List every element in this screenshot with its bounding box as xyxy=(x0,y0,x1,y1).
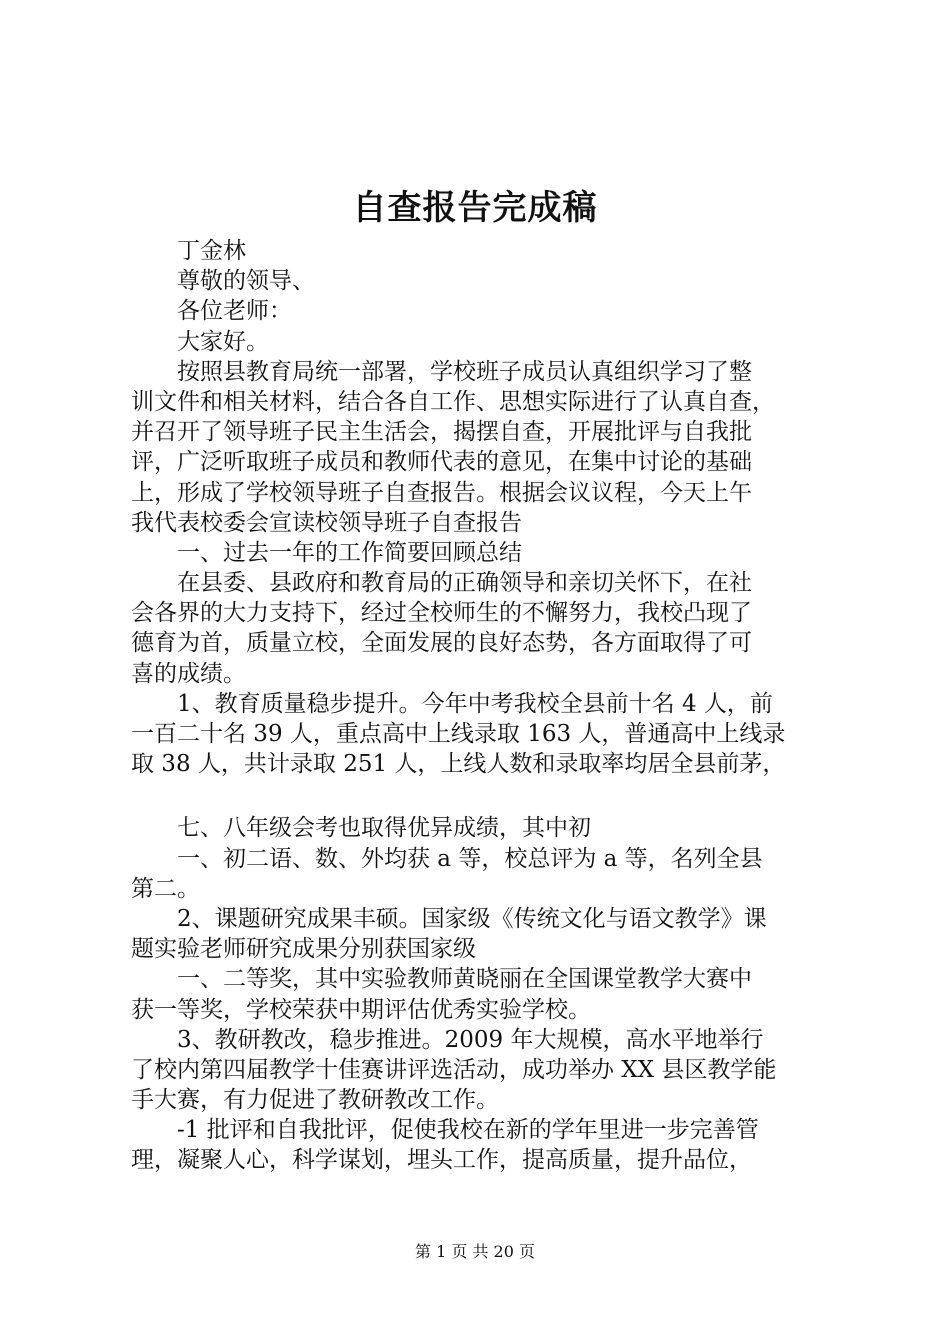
document-title: 自查报告完成稿 xyxy=(352,188,598,228)
body-line: 按照县教育局统一部署，学校班子成员认真组织学习了整 xyxy=(131,358,752,385)
body-line: 一、过去一年的工作简要回顾总结 xyxy=(131,539,522,566)
body-line: 在县委、县政府和教育局的正确领导和亲切关怀下，在社 xyxy=(131,570,752,597)
body-line: 尊敬的领导、 xyxy=(131,268,315,295)
body-line: 评，广泛听取班子成员和教师代表的意见，在集中讨论的基础 xyxy=(131,449,752,476)
body-line: 1、教育质量稳步提升。今年中考我校全县前十名 4 人，前 xyxy=(131,690,773,717)
body-line: 一、初二语、数、外均获 a 等，校总评为 a 等，名列全县 xyxy=(131,845,763,872)
body-line: 第二。 xyxy=(131,875,200,902)
body-line: 并召开了领导班子民主生活会，揭摆自查，开展批评与自我批 xyxy=(131,419,752,446)
body-line: 丁金林 xyxy=(131,238,246,264)
body-line: 了校内第四届教学十佳赛讲评选活动，成功举办 XX 县区教学能 xyxy=(131,1056,777,1083)
body-line: -1 批评和自我批评，促使我校在新的学年里进一步完善管 xyxy=(131,1117,759,1144)
body-line: 取 38 人，共计录取 251 人，上线人数和录取率均居全县前茅， xyxy=(131,751,786,778)
body-line: 一、二等奖，其中实验教师黄晓丽在全国课堂教学大赛中 xyxy=(131,966,752,993)
body-line: 题实验老师研究成果分别获国家级 xyxy=(131,936,476,963)
body-line: 2、课题研究成果丰硕。国家级《传统文化与语文教学》课 xyxy=(131,905,767,932)
body-line: 一百二十名 39 人，重点高中上线录取 163 人，普通高中上线录 xyxy=(131,721,786,747)
body-line: 会各界的大力支持下，经过全校师生的不懈努力，我校凸现了 xyxy=(131,600,752,627)
body-line: 喜的成绩。 xyxy=(131,660,246,687)
page-footer: 第 1 页 共 20 页 xyxy=(415,1242,535,1261)
body-line: 我代表校委会宣读校领导班子自查报告 xyxy=(131,509,522,536)
body-line: 各位老师： xyxy=(131,298,292,325)
body-line: 获一等奖，学校荣获中期评估优秀实验学校。 xyxy=(131,996,591,1023)
body-line: 理，凝聚人心，科学谋划，埋头工作，提高质量，提升品位， xyxy=(131,1147,752,1174)
body-line: 上，形成了学校领导班子自查报告。根据会议议程，今天上午 xyxy=(131,479,752,506)
body-line: 七、八年级会考也取得优异成绩，其中初 xyxy=(131,815,591,842)
body-line: 3、教研教改，稳步推进。2009 年大规模，高水平地举行 xyxy=(131,1026,764,1053)
body-line: 训文件和相关材料，结合各自工作、思想实际进行了认真自查， xyxy=(131,388,775,415)
document-body xyxy=(131,236,831,1176)
paragraph-gap xyxy=(131,779,831,813)
body-line: 大家好。 xyxy=(131,328,269,355)
body-line: 手大赛，有力促进了教研教改工作。 xyxy=(131,1087,499,1114)
body-line: 德育为首，质量立校，全面发展的良好态势，各方面取得了可 xyxy=(131,630,752,657)
